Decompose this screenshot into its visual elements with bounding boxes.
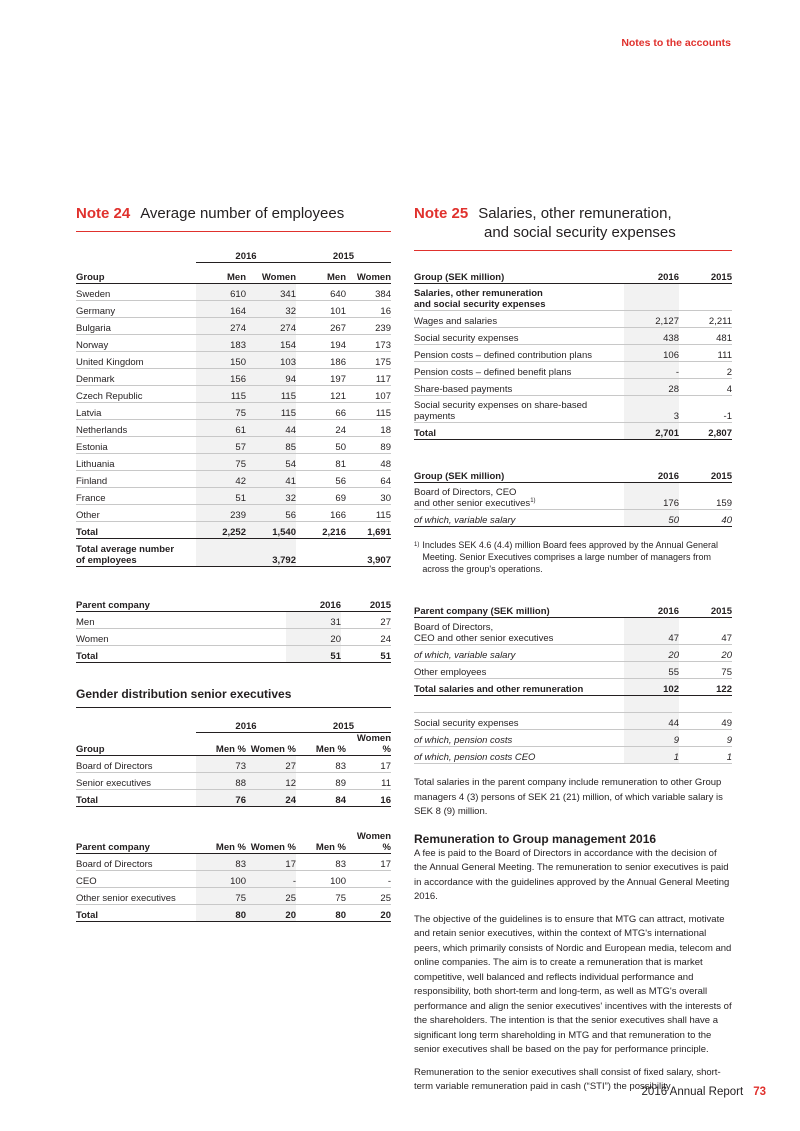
cell: 100: [296, 871, 346, 888]
cell: 481: [679, 328, 732, 345]
cell: of which, pension costs CEO: [414, 747, 624, 764]
table-row: [76, 888, 391, 905]
cell: 115: [246, 386, 296, 403]
parent-salaries-table: [414, 597, 732, 764]
cell: 1: [624, 747, 679, 764]
body-paragraph: Remuneration to the senior executives shall consist of fixed salary, short-term variable remuneration paid in cash (“STI”) the possibility: [414, 1066, 721, 1092]
col-header: 2016: [624, 462, 679, 483]
cell: Germany: [76, 301, 196, 318]
cell: 30: [346, 488, 391, 505]
cell: 438: [624, 328, 679, 345]
cell: 57: [196, 437, 246, 454]
cell: 28: [624, 379, 679, 396]
cell: 164: [196, 301, 246, 318]
cell: 107: [346, 386, 391, 403]
table-row: [76, 756, 391, 773]
cell: 83: [296, 854, 346, 871]
cell: [414, 618, 624, 645]
cell: 103: [246, 352, 296, 369]
title-rule: [76, 231, 391, 232]
page-number: 73: [753, 1086, 766, 1098]
cell: 101: [296, 301, 346, 318]
avg-label: of employees: [76, 555, 137, 566]
page-footer: [642, 1086, 766, 1098]
cell: 156: [196, 369, 246, 386]
table-row: [76, 301, 391, 318]
table-row: [414, 284, 732, 311]
cell: 80: [196, 905, 246, 922]
cell: [296, 539, 346, 567]
table-row: [76, 403, 391, 420]
cell: 44: [246, 420, 296, 437]
cell: 89: [346, 437, 391, 454]
cell: CEO: [76, 871, 196, 888]
table-row: [414, 379, 732, 396]
cell: 24: [246, 790, 296, 807]
subheading: and social security expenses: [414, 299, 546, 310]
cell: 186: [296, 352, 346, 369]
gender-parent-table: [76, 831, 391, 922]
cell: Other employees: [414, 662, 624, 679]
cell: -: [624, 362, 679, 379]
table-row-spacer: [414, 696, 732, 713]
cell: Finland: [76, 471, 196, 488]
cell: of which, variable salary: [414, 645, 624, 662]
cell: Other senior executives: [76, 888, 196, 905]
col-header: Women: [346, 263, 391, 284]
table-row: [76, 335, 391, 352]
cell: 81: [296, 454, 346, 471]
row-label: and other senior executives: [414, 498, 531, 509]
table-row: [414, 730, 732, 747]
col-header: Women %: [246, 733, 296, 756]
cell: Total: [76, 790, 196, 807]
col-header: Women %: [346, 831, 391, 854]
table-row-total: [76, 522, 391, 539]
cell: 51: [286, 646, 341, 663]
cell: 31: [286, 612, 341, 629]
cell: 17: [346, 854, 391, 871]
cell: Board of Directors: [76, 854, 196, 871]
table-row: [414, 747, 732, 764]
cell: 61: [196, 420, 246, 437]
cell: 11: [346, 773, 391, 790]
cell: 25: [346, 888, 391, 905]
cell: 239: [196, 505, 246, 522]
table-row: [76, 386, 391, 403]
cell: 267: [296, 318, 346, 335]
row-label: Social security expenses on share-based: [414, 400, 588, 411]
cell: 121: [296, 386, 346, 403]
cell: Total: [76, 522, 196, 539]
cell: Senior executives: [76, 773, 196, 790]
cell: 48: [346, 454, 391, 471]
gender-group-table: [76, 716, 391, 807]
cell: 25: [246, 888, 296, 905]
cell: [414, 284, 624, 311]
cell: 51: [196, 488, 246, 505]
table-row: [76, 471, 391, 488]
cell: 75: [679, 662, 732, 679]
cell: 274: [246, 318, 296, 335]
cell: 56: [246, 505, 296, 522]
table-row: [76, 871, 391, 888]
year-2016: 2016: [196, 716, 296, 733]
col-header: 2016: [624, 263, 679, 284]
cell: Total: [76, 905, 196, 922]
col-header: Group (SEK million): [414, 263, 624, 284]
cell: 176: [624, 483, 679, 510]
cell: 115: [246, 403, 296, 420]
cell: 75: [196, 454, 246, 471]
cell: 47: [624, 618, 679, 645]
cell: -: [346, 871, 391, 888]
cell: Denmark: [76, 369, 196, 386]
footnote: [414, 539, 732, 575]
col-header: 2015: [341, 591, 391, 612]
cell: [76, 539, 196, 567]
cell: Sweden: [76, 284, 196, 301]
cell: of which, pension costs: [414, 730, 624, 747]
table-row: [414, 645, 732, 662]
table-row-average: [76, 539, 391, 567]
cell: 20: [679, 645, 732, 662]
cell: Norway: [76, 335, 196, 352]
col-header: Group: [76, 733, 196, 756]
col-header: Men %: [196, 831, 246, 854]
parent-employees-table: [76, 591, 391, 663]
table-row: [414, 345, 732, 362]
cell: Czech Republic: [76, 386, 196, 403]
footnote-marker: 1): [414, 542, 420, 548]
cell: 20: [246, 905, 296, 922]
table-row: [76, 773, 391, 790]
note-number: Note 24: [76, 205, 131, 222]
table-row: [414, 311, 732, 328]
row-label: CEO and other senior executives: [414, 633, 554, 644]
cell: 102: [624, 679, 679, 696]
cell: Lithuania: [76, 454, 196, 471]
note-24-section: [76, 204, 391, 922]
cell: 24: [341, 629, 391, 646]
cell: Latvia: [76, 403, 196, 420]
cell: 115: [346, 505, 391, 522]
cell: Social security expenses: [414, 713, 624, 730]
cell: Total: [414, 423, 624, 440]
cell: 2: [679, 362, 732, 379]
row-label: Board of Directors, CEO: [414, 486, 517, 498]
cell: 27: [341, 612, 391, 629]
cell: 47: [679, 618, 732, 645]
cell: 18: [346, 420, 391, 437]
cell: 24: [296, 420, 346, 437]
cell: 341: [246, 284, 296, 301]
cell: 16: [346, 301, 391, 318]
table-row-total: [414, 423, 732, 440]
table-row: [76, 505, 391, 522]
col-header: Group: [76, 263, 196, 284]
col-header: 2015: [679, 462, 732, 483]
table-row: [76, 284, 391, 301]
note-title-text: and social security expenses: [484, 224, 676, 241]
cell: 106: [624, 345, 679, 362]
cell: 274: [196, 318, 246, 335]
cell: 83: [196, 854, 246, 871]
cell: Pension costs – defined contribution plans: [414, 345, 624, 362]
table-row: [76, 629, 391, 646]
table-row: [76, 488, 391, 505]
year-2015: 2015: [296, 716, 391, 733]
col-header: Men: [196, 263, 246, 284]
cell: -1: [679, 396, 732, 423]
cell: 9: [679, 730, 732, 747]
cell: 80: [296, 905, 346, 922]
cell: 94: [246, 369, 296, 386]
cell: -: [246, 871, 296, 888]
col-header: Parent company: [76, 591, 286, 612]
cell: 85: [246, 437, 296, 454]
cell: 42: [196, 471, 246, 488]
cell: Estonia: [76, 437, 196, 454]
cell: 75: [196, 888, 246, 905]
cell: 9: [624, 730, 679, 747]
employees-table: [76, 246, 391, 567]
table-row: [76, 318, 391, 335]
cell: 66: [296, 403, 346, 420]
table-row-total: [76, 905, 391, 922]
avg-label: Total average number: [76, 544, 175, 555]
cell: [679, 284, 732, 311]
cell: 40: [679, 510, 732, 527]
row-label: Board of Directors,: [414, 622, 494, 633]
cell: 150: [196, 352, 246, 369]
col-header: Men %: [296, 831, 346, 854]
cell: United Kingdom: [76, 352, 196, 369]
col-header: Women %: [346, 733, 391, 756]
running-header: Notes to the accounts: [621, 37, 731, 49]
col-header: Men %: [196, 733, 246, 756]
cell: 41: [246, 471, 296, 488]
gender-title: Gender distribution senior executives: [76, 687, 292, 701]
cell: 640: [296, 284, 346, 301]
table-row: [414, 713, 732, 730]
cell: 239: [346, 318, 391, 335]
cell: 197: [296, 369, 346, 386]
cell: 89: [296, 773, 346, 790]
cell: 100: [196, 871, 246, 888]
table-row-total: [414, 679, 732, 696]
group-board-table: [414, 462, 732, 527]
cell: 159: [679, 483, 732, 510]
cell: 115: [346, 403, 391, 420]
table-row: [414, 483, 732, 510]
cell: 115: [196, 386, 246, 403]
cell: 4: [679, 379, 732, 396]
table-row: [414, 328, 732, 345]
cell: France: [76, 488, 196, 505]
cell: 2,127: [624, 311, 679, 328]
cell: Board of Directors: [76, 756, 196, 773]
cell: 3,907: [346, 539, 391, 567]
body-paragraph: Total salaries in the parent company include remuneration to other Group managers 4 (3) persons of SEK 21 (21) million, of which variable salary is SEK 8 (9) million.: [414, 777, 723, 817]
cell: 49: [679, 713, 732, 730]
cell: Other: [76, 505, 196, 522]
cell: 2,216: [296, 522, 346, 539]
col-header: 2016: [624, 597, 679, 618]
cell: 2,701: [624, 423, 679, 440]
cell: Share-based payments: [414, 379, 624, 396]
cell: 610: [196, 284, 246, 301]
cell: 183: [196, 335, 246, 352]
cell: 122: [679, 679, 732, 696]
table-row: [414, 396, 732, 423]
cell: [414, 483, 624, 510]
col-header: 2015: [679, 263, 732, 284]
col-header: Group (SEK million): [414, 462, 624, 483]
year-2015: 2015: [296, 246, 391, 263]
group-salaries-table: [414, 263, 732, 440]
body-paragraph: A fee is paid to the Board of Directors in accordance with the decision of the Annual General Meeting. The remuneration to senior executives is paid in accordance with the guidelines approved by the Annual General Meeting 2016.: [414, 847, 730, 902]
cell: 117: [346, 369, 391, 386]
cell: [624, 696, 679, 713]
cell: 20: [346, 905, 391, 922]
cell: 69: [296, 488, 346, 505]
cell: 154: [246, 335, 296, 352]
cell: Total salaries and other remuneration: [414, 679, 624, 696]
table-row: [76, 454, 391, 471]
footnote-marker: 1): [530, 497, 536, 504]
cell: 54: [246, 454, 296, 471]
table-row-total: [76, 790, 391, 807]
cell: 51: [341, 646, 391, 663]
report-name: 2016 Annual Report: [641, 1086, 744, 1098]
table-row: [76, 352, 391, 369]
year-2016: 2016: [196, 246, 296, 263]
cell: 50: [624, 510, 679, 527]
cell: Women: [76, 629, 286, 646]
row-label: payments: [414, 411, 456, 422]
cell: 384: [346, 284, 391, 301]
cell: [196, 539, 246, 567]
cell: 83: [296, 756, 346, 773]
col-header: 2016: [286, 591, 341, 612]
cell: Social security expenses: [414, 328, 624, 345]
table-row: [414, 362, 732, 379]
table-row: [414, 618, 732, 645]
cell: 56: [296, 471, 346, 488]
cell: 76: [196, 790, 246, 807]
col-header: Women: [246, 263, 296, 284]
cell: Wages and salaries: [414, 311, 624, 328]
cell: Men: [76, 612, 286, 629]
col-header: Men: [296, 263, 346, 284]
remuneration-heading: Remuneration to Group management 2016: [414, 831, 657, 846]
cell: [624, 284, 679, 311]
col-header: Parent company (SEK million): [414, 597, 624, 618]
cell: 50: [296, 437, 346, 454]
cell: 194: [296, 335, 346, 352]
cell: 3: [624, 396, 679, 423]
col-header: Men %: [296, 733, 346, 756]
cell: 111: [679, 345, 732, 362]
table-row: [76, 369, 391, 386]
cell: 55: [624, 662, 679, 679]
cell: 73: [196, 756, 246, 773]
cell: [679, 696, 732, 713]
col-header: Women %: [246, 831, 296, 854]
cell: 20: [286, 629, 341, 646]
note-title-text: Average number of employees: [140, 205, 345, 222]
cell: Netherlands: [76, 420, 196, 437]
note-number: Note 25: [414, 205, 469, 222]
cell: Pension costs – defined benefit plans: [414, 362, 624, 379]
cell: 32: [246, 301, 296, 318]
note-25-title: [414, 204, 732, 242]
cell: 88: [196, 773, 246, 790]
note-25-section: [414, 204, 732, 1095]
cell: 44: [624, 713, 679, 730]
cell: [414, 696, 624, 713]
cell: 75: [296, 888, 346, 905]
cell: 64: [346, 471, 391, 488]
cell: 17: [246, 854, 296, 871]
note-24-title: [76, 204, 391, 223]
cell: of which, variable salary: [414, 510, 624, 527]
section-rule: [76, 707, 391, 708]
cell: 2,807: [679, 423, 732, 440]
table-row-total: [76, 646, 391, 663]
table-row: [414, 662, 732, 679]
cell: 20: [624, 645, 679, 662]
body-paragraph: The objective of the guidelines is to ensure that MTG can attract, motivate and retain senior executives, within the context of MTG's international peers, which primarily consists of Nordic and European media, telecom and online companies. The aim is to create a remuneration that is market competitive, well balanced and reflects individual performance and responsibility, both short-term and long-term, as well as MTG's overall performance and align the senior executives' incentives with the interests of the shareholders. The intention is that the senior executives shall have a significant long term shareholding in MTG and that remuneration to the senior executives shall be based on the pay for performance principle.: [414, 913, 732, 1055]
cell: 1: [679, 747, 732, 764]
note-title-text: Salaries, other remuneration,: [478, 205, 672, 222]
col-header: 2015: [679, 597, 732, 618]
cell: 1,691: [346, 522, 391, 539]
table-row: [414, 510, 732, 527]
table-row: [76, 420, 391, 437]
cell: 175: [346, 352, 391, 369]
subheading: Salaries, other remuneration: [414, 288, 543, 299]
cell: 12: [246, 773, 296, 790]
cell: 75: [196, 403, 246, 420]
cell: 2,252: [196, 522, 246, 539]
cell: 173: [346, 335, 391, 352]
cell: 32: [246, 488, 296, 505]
cell: 2,211: [679, 311, 732, 328]
cell: 84: [296, 790, 346, 807]
cell: 17: [346, 756, 391, 773]
title-rule: [414, 250, 732, 251]
table-row: [76, 854, 391, 871]
table-row: [76, 612, 391, 629]
cell: 166: [296, 505, 346, 522]
col-header: Parent company: [76, 831, 196, 854]
footnote-text: Includes SEK 4.6 (4.4) million Board fees approved by the Annual General Meeting. Senior Executives comprises a large number of managers from across the group's operations.: [422, 540, 719, 574]
cell: 27: [246, 756, 296, 773]
cell: 1,540: [246, 522, 296, 539]
cell: Bulgaria: [76, 318, 196, 335]
cell: Total: [76, 646, 286, 663]
table-row: [76, 437, 391, 454]
cell: [414, 396, 624, 423]
cell: 16: [346, 790, 391, 807]
cell: 3,792: [246, 539, 296, 567]
